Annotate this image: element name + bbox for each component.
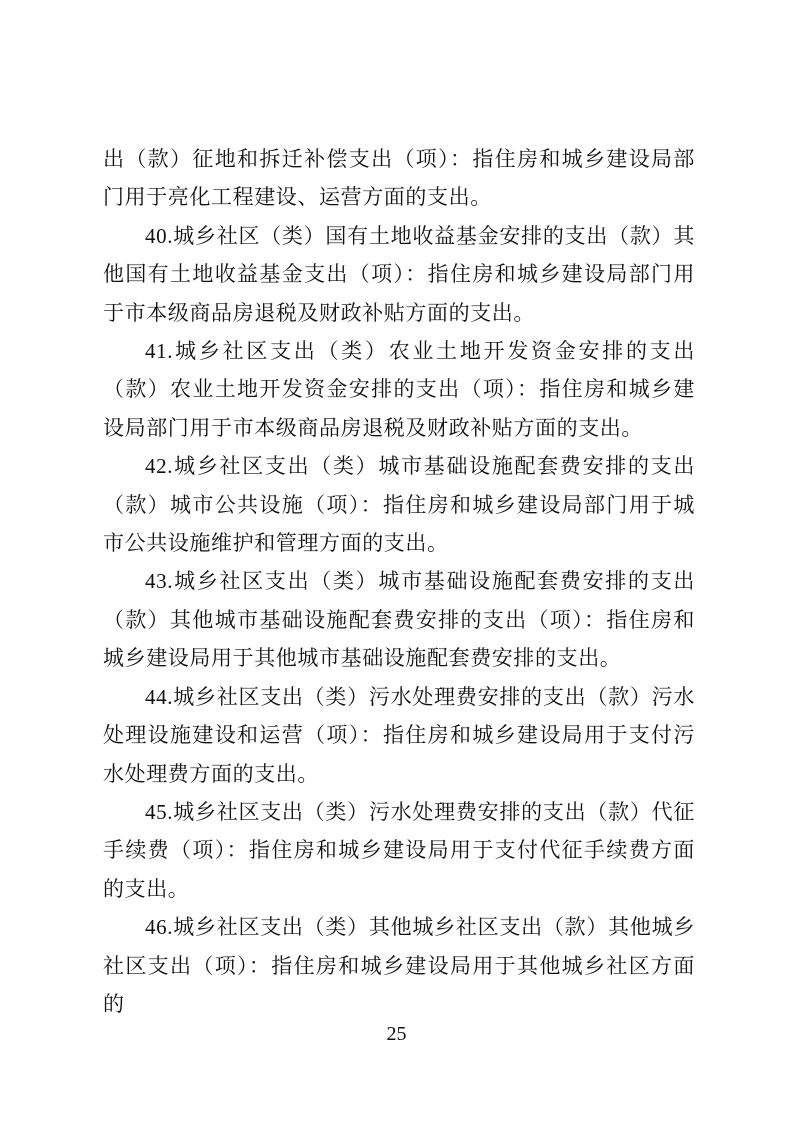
paragraph-item-42: 42.城乡社区支出（类）城市基础设施配套费安排的支出（款）城市公共设施（项）：指住房和城乡建设局部门用于城市公共设施维护和管理方面的支出。 [103,454,695,556]
paragraph-continuation: 出（款）征地和拆迁补偿支出（项）：指住房和城乡建设局部门用于亮化工程建设、运营方面的支出。 [103,147,695,210]
paragraph-item-45: 45.城乡社区支出（类）污水处理费安排的支出（款）代征手续费（项）：指住房和城乡建设局用于支付代征手续费方面的支出。 [103,799,695,901]
paragraph-item-41: 41.城乡社区支出（类）农业土地开发资金安排的支出（款）农业土地开发资金安排的支出（项）：指住房和城乡建设局部门用于市本级商品房退税及财政补贴方面的支出。 [103,339,695,440]
paragraph-item-46: 46.城乡社区支出（类）其他城乡社区支出（款）其他城乡社区支出（项）：指住房和城乡建设局用于其他城乡社区方面的 [103,915,695,1016]
page-number: 25 [386,1023,407,1045]
document-body [103,140,695,1023]
paragraph-item-43: 43.城乡社区支出（类）城市基础设施配套费安排的支出（款）其他城市基础设施配套费安排的支出（项）：指住房和城乡建设局用于其他城市基础设施配套费安排的支出。 [103,569,695,671]
paragraph-item-44: 44.城乡社区支出（类）污水处理费安排的支出（款）污水处理设施建设和运营（项）：指住房和城乡建设局用于支付污水处理费方面的支出。 [103,684,695,786]
paragraph-item-40: 40.城乡社区（类）国有土地收益基金安排的支出（款）其他国有土地收益基金支出（项）：指住房和城乡建设局部门用于市本级商品房退税及财政补贴方面的支出。 [103,223,695,325]
